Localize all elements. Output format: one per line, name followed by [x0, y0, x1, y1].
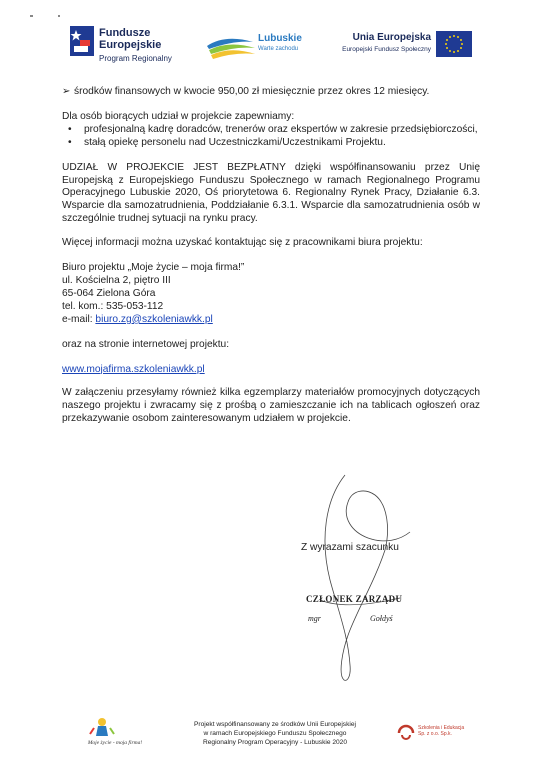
- email-link[interactable]: biuro.zg@szkoleniawkk.pl: [95, 313, 213, 325]
- page-header: [0, 0, 543, 75]
- attachment-paragraph: W załączeniu przesyłamy również kilka egzemplarzy materiałów promocyjnych dotyczących naszego projektu i zwracamy się z prośbą o zamieszczanie ich na tablicach ogłoszeń oraz przekazywanie osobom zainteresowanym udziałem w projekcie.: [62, 387, 480, 425]
- website-intro: oraz na stronie internetowej projektu:: [62, 338, 230, 350]
- benefits-intro: Dla osób biorących udział w projekcie zapewniamy:: [62, 110, 295, 122]
- stamp-prefix: mgr: [308, 614, 321, 623]
- sz-line-1: Szkolenia i Edukacja: [418, 725, 465, 731]
- stamp-name-line: [308, 614, 418, 623]
- sz-line-2: Sp. z o.o. Sp.k.: [418, 731, 452, 737]
- office-name: Biuro projektu „Moje życie – moja firma!”: [62, 262, 245, 274]
- project-logo-caption: Moje życie - moja firma!: [87, 740, 143, 746]
- funding-amount-item: [62, 86, 480, 99]
- eu-label: [342, 32, 431, 55]
- office-email-line: [62, 314, 480, 327]
- lubuskie-slogan: Warte zachodu: [258, 46, 299, 52]
- footer-line-2: w ramach Europejskiego Funduszu Społecznego: [203, 730, 347, 737]
- eu-subtitle: Europejski Fundusz Społeczny: [342, 46, 431, 53]
- szkolenia-edukacja-label: [418, 725, 464, 737]
- lubuskie-label: [258, 34, 302, 54]
- office-address: [62, 262, 480, 327]
- email-label: e-mail:: [62, 313, 96, 325]
- office-city: 65-064 Zielona Góra: [62, 287, 156, 299]
- benefits-list: [62, 124, 480, 150]
- footer-line-3: Regionalny Program Operacyjny - Lubuskie 2020: [202, 739, 348, 746]
- office-street: ul. Kościelna 2, piętro III: [62, 274, 171, 286]
- arrow-bullet-icon: ➢: [62, 86, 71, 97]
- funding-paragraph: UDZIAŁ W PROJEKCIE JEST BEZPŁATNY dzięki współfinansowaniu przez Unię Europejską z Europejskiego Funduszu Społecznego w ramach Regionalnego Programu Operacyjnego Lubuskie 2020, Oś priorytetowa 6. Regionalny Rynek Pracy, Działanie 6.3. Wsparcie dla samozatrudnienia, Poddziałanie 6.3.1. Wsparcie dla samozatrudnienia osób w szczególnie trudnej sytuacji na rynku pracy.: [62, 161, 480, 225]
- footer-funding-note: [160, 720, 390, 747]
- fe-subtitle: Program Regionalny: [99, 54, 172, 63]
- stamp-title: CZŁONEK ZARZĄDU: [306, 594, 403, 604]
- fe-title-line2: Europejskie: [99, 39, 162, 51]
- fundusze-europejskie-logo: [70, 26, 94, 56]
- lubuskie-logo: [205, 32, 257, 64]
- eu-title: Unia Europejska: [352, 32, 431, 43]
- footer-line-1: Projekt współfinansowany ze środków Unii Europejskiej: [194, 721, 356, 728]
- eu-flag-icon: [436, 31, 472, 57]
- scan-mark: [30, 15, 33, 17]
- letter-body: [62, 86, 480, 426]
- closing-greeting: Z wyrazami szacunku: [301, 542, 399, 553]
- scan-mark: [58, 15, 60, 17]
- fundusze-europejskie-label: [99, 27, 172, 65]
- lubuskie-name: Lubuskie: [258, 33, 302, 44]
- project-logo: [80, 712, 140, 752]
- fe-title-line1: Fundusze: [99, 27, 151, 39]
- benefit-item: • stałą opiekę personelu nad Uczestniczkami/Uczestnikami Projektu.: [62, 137, 480, 150]
- website-link[interactable]: www.mojafirma.szkoleniawkk.pl: [62, 363, 205, 375]
- szkolenia-edukacja-logo: [396, 724, 416, 742]
- benefit-item: • profesjonalną kadrę doradców, trenerów oraz ekspertów w zakresie przedsiębiorczości,: [62, 124, 480, 137]
- handwritten-signature: [290, 470, 420, 685]
- funding-amount-text: środków finansowych w kwocie 950,00 zł miesięcznie przez okres 12 miesięcy.: [74, 86, 430, 97]
- more-info-paragraph: Więcej informacji można uzyskać kontaktując się z pracownikami biura projektu:: [62, 237, 423, 249]
- stamp-name: Gołdyś: [370, 614, 393, 623]
- office-phone: tel. kom.: 535-053-112: [62, 300, 164, 312]
